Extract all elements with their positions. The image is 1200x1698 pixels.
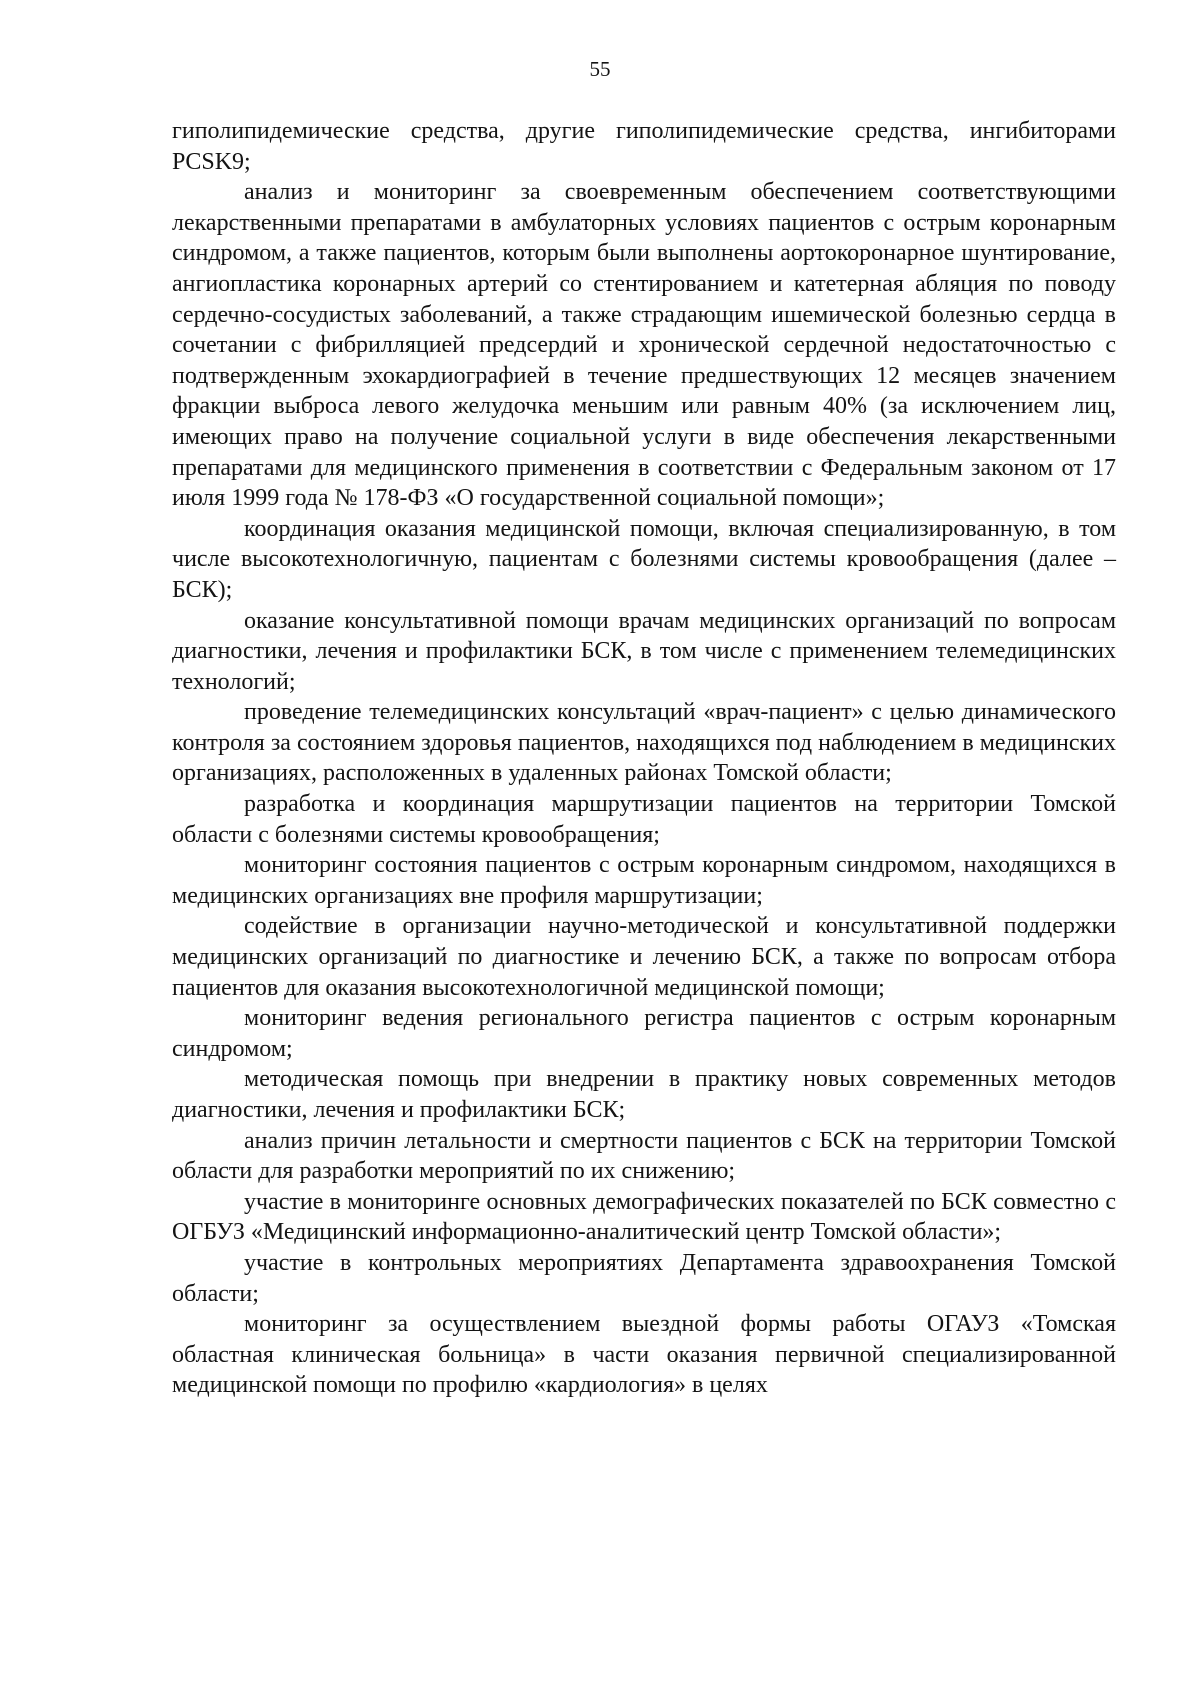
page-number: 55: [589, 57, 611, 81]
paragraph: мониторинг состояния пациентов с острым коронарным синдромом, находящихся в медицинских организациях вне профиля маршрутизации;: [172, 852, 1116, 909]
document-body: [172, 116, 1116, 1401]
paragraph: оказание консультативной помощи врачам медицинских организаций по вопросам диагностики, лечения и профилактики БСК, в том числе с применением телемедицинских технологий;: [172, 607, 1116, 695]
paragraph: анализ причин летальности и смертности пациентов с БСК на территории Томской области для разработки мероприятий по их снижению;: [172, 1127, 1116, 1185]
paragraph-continuation: гиполипидемические средства, другие гиполипидемические средства, ингибиторами PCSK9;: [172, 118, 1116, 175]
paragraph: участие в контрольных мероприятиях Департамента здравоохранения Томской области;: [172, 1249, 1116, 1307]
paragraph: анализ и мониторинг за своевременным обеспечением соответствующими лекарственными препаратами в амбулаторных условиях пациентов с острым коронарным синдромом, а также пациентов, которым были выполнены аортокоронарное шунтирование, ангиопластика коронарных артерий со стентированием и катетерная абляция по поводу сердечно-сосудистых заболеваний, а также страдающим ишемической болезнью сердца в сочетании с фибрилляцией предсердий и хронической сердечной недостаточностью с подтвержденным эхокардиографией в течение предшествующих 12 месяцев значением фракции выброса левого желудочка меньшим или равным 40% (за исключением лиц, имеющих право на получение социальной услуги в виде обеспечения лекарственными препаратами для медицинского применения в соответствии с Федеральным законом от 17 июля 1999 года № 178-ФЗ «О государственной социальной помощи»;: [172, 179, 1116, 512]
paragraph: методическая помощь при внедрении в практику новых современных методов диагностики, лечения и профилактики БСК;: [172, 1066, 1116, 1123]
paragraph: координация оказания медицинской помощи, включая специализированную, в том числе высокотехнологичную, пациентам с болезнями системы кровообращения (далее – БСК);: [172, 515, 1116, 603]
paragraph: участие в мониторинге основных демографических показателей по БСК совместно с ОГБУЗ «Медицинский информационно-аналитический центр Томской области»;: [172, 1188, 1116, 1246]
paragraph: мониторинг ведения регионального регистра пациентов с острым коронарным синдромом;: [172, 1005, 1116, 1062]
paragraph: разработка и координация маршрутизации пациентов на территории Томской области с болезнями системы кровообращения;: [172, 791, 1116, 848]
paragraph-continues-next-page: мониторинг за осуществлением выездной формы работы ОГАУЗ «Томская областная клиническая больница» в части оказания первичной специализированной медицинской помощи по профилю «кардиология» в целях: [172, 1311, 1116, 1399]
paragraph: проведение телемедицинских консультаций «врач-пациент» с целью динамического контроля за состоянием здоровья пациентов, находящихся под наблюдением в медицинских организациях, расположенных в удаленных районах Томской области;: [172, 699, 1116, 787]
paragraph: содействие в организации научно-методической и консультативной поддержки медицинских организаций по диагностике и лечению БСК, а также по вопросам отбора пациентов для оказания высокотехнологичной медицинской помощи;: [172, 913, 1116, 1001]
